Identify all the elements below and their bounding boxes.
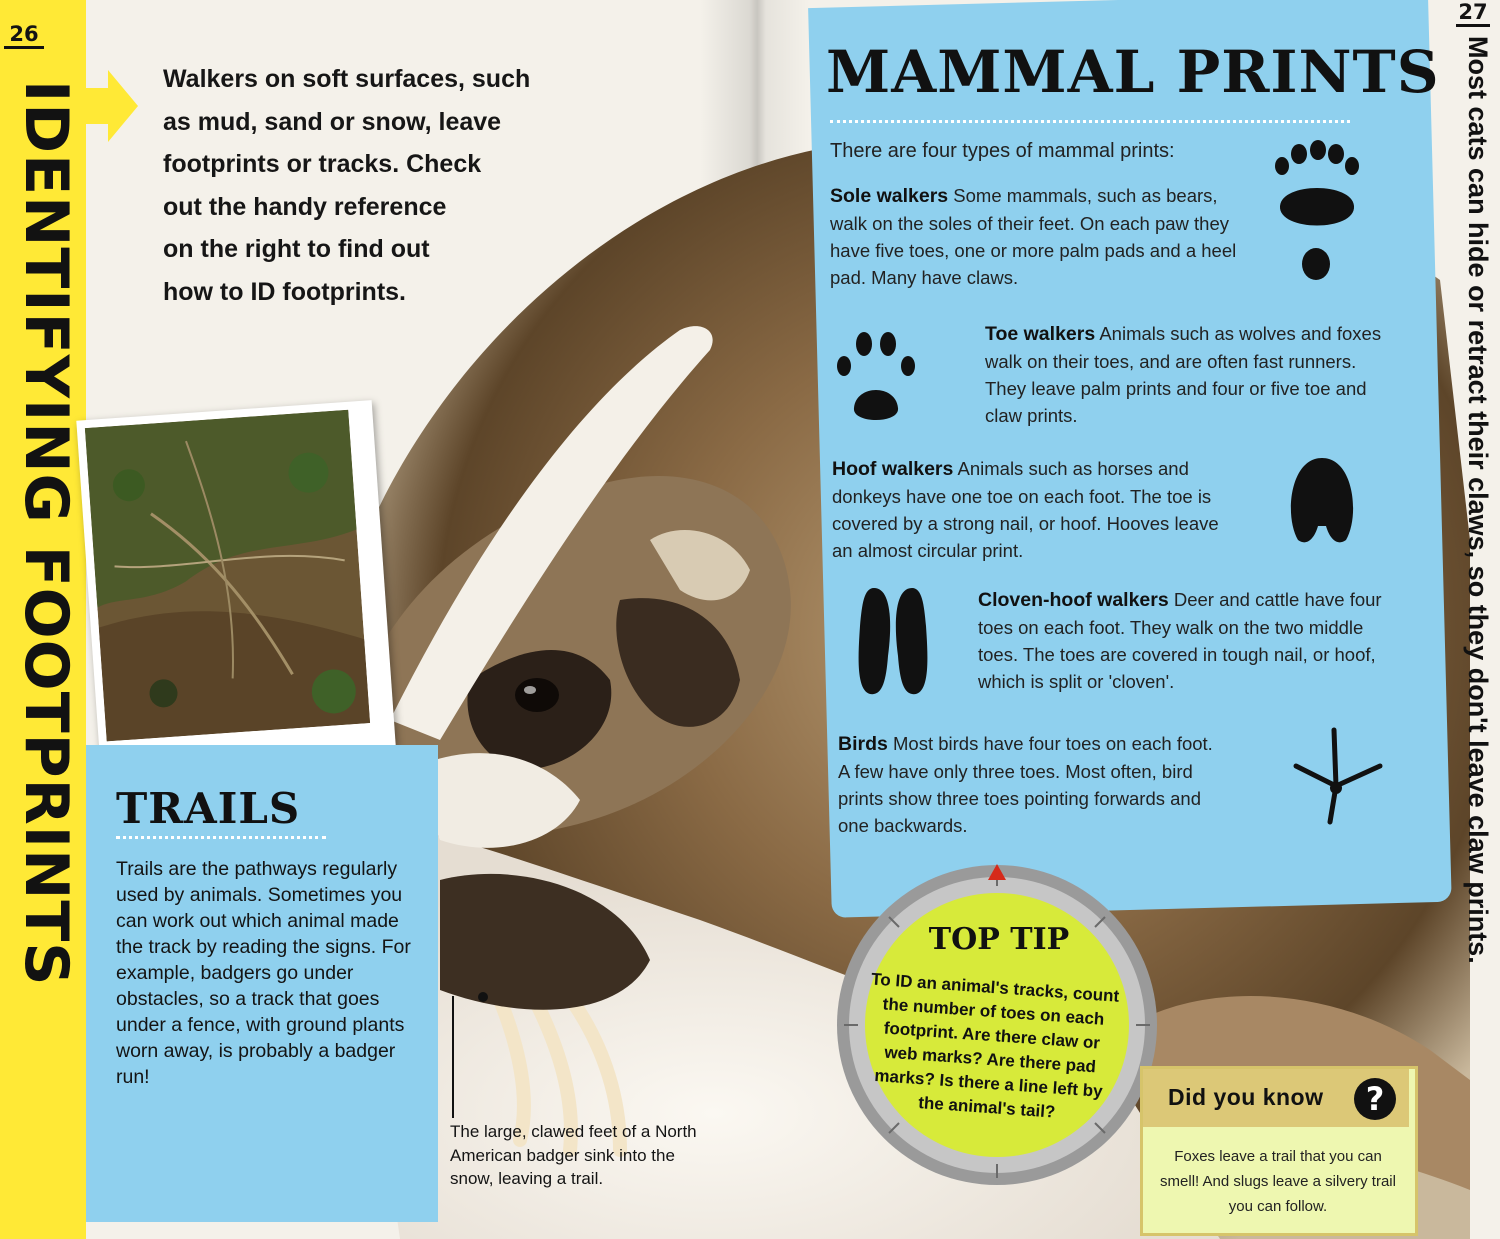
arrow-right-icon: [86, 70, 138, 142]
print-type-cloven-hoof-walkers: [978, 586, 1388, 695]
trail-photo: [76, 400, 395, 766]
caption-pointer-dot: [478, 992, 488, 1002]
caption-pointer-line: [452, 996, 454, 1118]
print-type-toe-walkers: [985, 320, 1385, 429]
side-fact: Most cats can hide or retract their claws, so they don't leave claw prints.: [1463, 36, 1493, 964]
print-type-birds: [838, 730, 1228, 839]
mammal-dotted-rule: [830, 120, 1350, 123]
intro-line: footprints or tracks. Check: [163, 150, 482, 178]
print-type-text: Animals such as horses and donkeys have one toe on each foot. The toe is covered by a strong nail, or hoof. Hooves leave an almost circular print.: [832, 458, 1219, 561]
mammal-prints-intro: There are four types of mammal prints:: [830, 140, 1175, 162]
intro-line: out the handy reference: [163, 192, 447, 221]
trails-dotted-rule: [116, 836, 326, 839]
question-mark-icon: ?: [1354, 1078, 1396, 1120]
print-type-name: Toe walkers: [985, 323, 1096, 345]
intro-line: as mud, sand or snow, leave: [163, 107, 502, 136]
did-you-know-body: Foxes leave a trail that you can smell! And slugs leave a silvery trail you can follow.: [1160, 1148, 1396, 1215]
print-type-name: Sole walkers: [830, 185, 949, 207]
intro-line: how to ID footprints.: [163, 277, 407, 306]
chapter-title: IDENTIFYING FOOTPRINTS: [11, 80, 81, 987]
print-type-hoof-walkers: [832, 455, 1232, 564]
print-type-text: Animals such as wolves and foxes walk on their toes, and are often fast runners. They leave palm prints and four or five toe and claw prints.: [985, 323, 1382, 426]
print-type-name: Birds: [838, 733, 888, 755]
trails-body: Trails are the pathways regularly used by animals. Sometimes you can work out which animal made the track by reading the signs. For example, badgers go under obstacles, so a track that goes under a fence, with ground plants worn away, is probably a badger run!: [116, 858, 411, 1088]
print-type-text: Most birds have four toes on each foot. A few have only three toes. Most often, bird prints show three toes pointing forwards and one backwards.: [838, 733, 1213, 836]
did-you-know-title: Did you know: [1168, 1084, 1324, 1110]
intro-line: on the right to find out: [163, 235, 430, 263]
left-page-spine: [0, 0, 86, 1239]
print-type-text: Some mammals, such as bears, walk on the soles of their feet. On each paw they have five toes, one or more palm pads and a heel pad. Many have claws.: [830, 185, 1237, 288]
trails-heading: TRAILS: [116, 784, 301, 833]
print-type-name: Cloven-hoof walkers: [978, 589, 1169, 611]
print-type-name: Hoof walkers: [832, 458, 954, 480]
hoof-print-icon: [1286, 456, 1358, 546]
trail-photo-image: [85, 410, 370, 742]
bird-print-icon: [1290, 726, 1386, 826]
top-tip-body: To ID an animal's tracks, count the number of toes on each footprint. Are there claw or web marks? Are there pad marks? Is there a line left by the animal's tail?: [870, 969, 1120, 1122]
print-type-sole-walkers: [830, 182, 1250, 291]
cloven-hoof-print-icon: [856, 586, 930, 698]
photo-caption: The large, clawed feet of a North American badger sink into the snow, leaving a trail.: [450, 1122, 697, 1188]
bear-print-icon: [1272, 136, 1362, 286]
print-type-text: Deer and cattle have four toes on each foot. They walk on the two middle toes. The toes are covered in tough nail, or hoof, which is split or 'cloven'.: [978, 589, 1382, 692]
page-number: 27: [1456, 0, 1490, 27]
paw-print-icon: [834, 328, 918, 424]
page-number: 26: [4, 22, 44, 49]
intro-text: [163, 58, 583, 313]
mammal-prints-title: MAMMAL PRINTS: [826, 38, 1440, 106]
top-tip-heading: TOP TIP: [928, 922, 1070, 957]
intro-line: Walkers on soft surfaces, such: [163, 65, 531, 93]
